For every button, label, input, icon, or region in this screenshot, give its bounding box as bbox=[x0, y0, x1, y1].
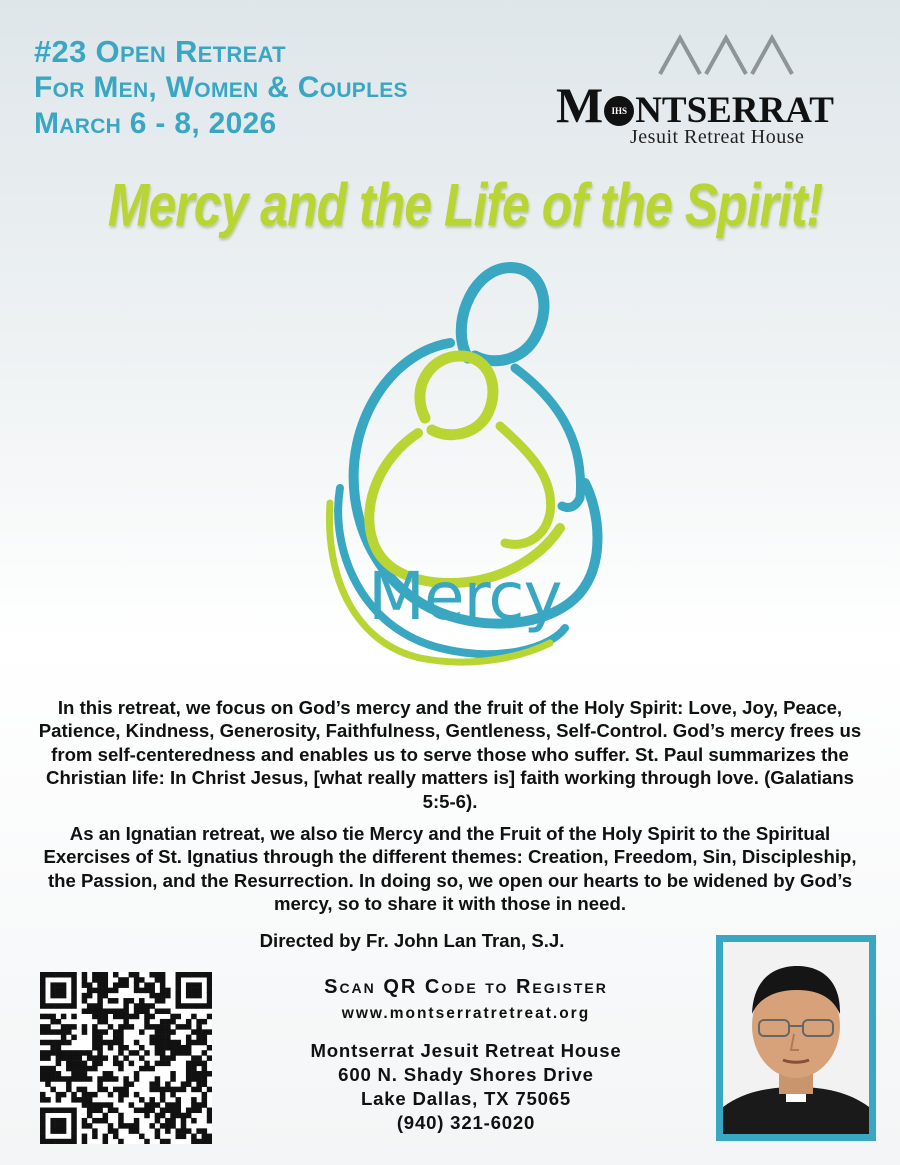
registration-title: Scan QR Code to Register bbox=[324, 976, 608, 998]
registration-qr-code[interactable] bbox=[40, 972, 212, 1144]
retreat-header bbox=[34, 34, 408, 142]
retreat-description-paragraph-2: As an Ignatian retreat, we also tie Mercy and the Fruit of the Holy Spirit to the Spiritual Exercises of St. Ignatius through the different themes: Creation, Freedom, Sin, Discipleship, the Passion, and the Resurrection. In doing so, we open our hearts to be widened by God’s mercy, so to share it with those in need. bbox=[43, 823, 857, 915]
retreat-audience: For Men, Women & Couples bbox=[34, 71, 408, 104]
director-photo bbox=[723, 942, 869, 1134]
ihs-seal-icon: IHS bbox=[604, 96, 634, 126]
qr-code-icon bbox=[40, 972, 212, 1144]
retreat-house-address bbox=[270, 1039, 662, 1135]
logo-name-rest: NTSERRAT bbox=[635, 90, 834, 131]
montserrat-logo bbox=[548, 34, 878, 148]
retreat-dates: March 6 - 8, 2026 bbox=[34, 107, 277, 140]
registration-info bbox=[270, 976, 662, 1135]
mountain-peaks-icon bbox=[658, 34, 798, 76]
priest-portrait-icon bbox=[723, 942, 869, 1134]
director-photo-frame bbox=[716, 935, 876, 1141]
retreat-number: #23 Open Retreat bbox=[34, 34, 286, 69]
logo-initial: M bbox=[556, 77, 604, 133]
mercy-artwork-word: Mercy bbox=[368, 558, 562, 635]
address-name: Montserrat Jesuit Retreat House bbox=[310, 1040, 622, 1061]
retreat-description-paragraph-1: In this retreat, we focus on God’s mercy and the fruit of the Holy Spirit: Love, Joy, Peace, Patience, Kindness, Generosity, Faithfulness, Gentleness, Self-Control. God’s mercy frees us from self-centeredness and enables us to serve those who suffer. St. Paul summarizes the Christian life: In Christ Jesus, [what really matters is] faith working through love. (Galatians 5:5-6). bbox=[38, 697, 862, 812]
registration-url-link[interactable]: www.montserratretreat.org bbox=[341, 1005, 591, 1022]
address-city: Lake Dallas, TX 75065 bbox=[360, 1088, 572, 1109]
address-phone: (940) 321-6020 bbox=[396, 1112, 536, 1133]
logo-subtitle: Jesuit Retreat House bbox=[630, 126, 805, 148]
mercy-embrace-artwork bbox=[300, 248, 620, 678]
retreat-director: Directed by Fr. John Lan Tran, S.J. bbox=[259, 930, 565, 951]
retreat-theme-title: Mercy and the Life of the Spirit! bbox=[107, 171, 823, 239]
address-street: 600 N. Shady Shores Drive bbox=[338, 1064, 594, 1085]
